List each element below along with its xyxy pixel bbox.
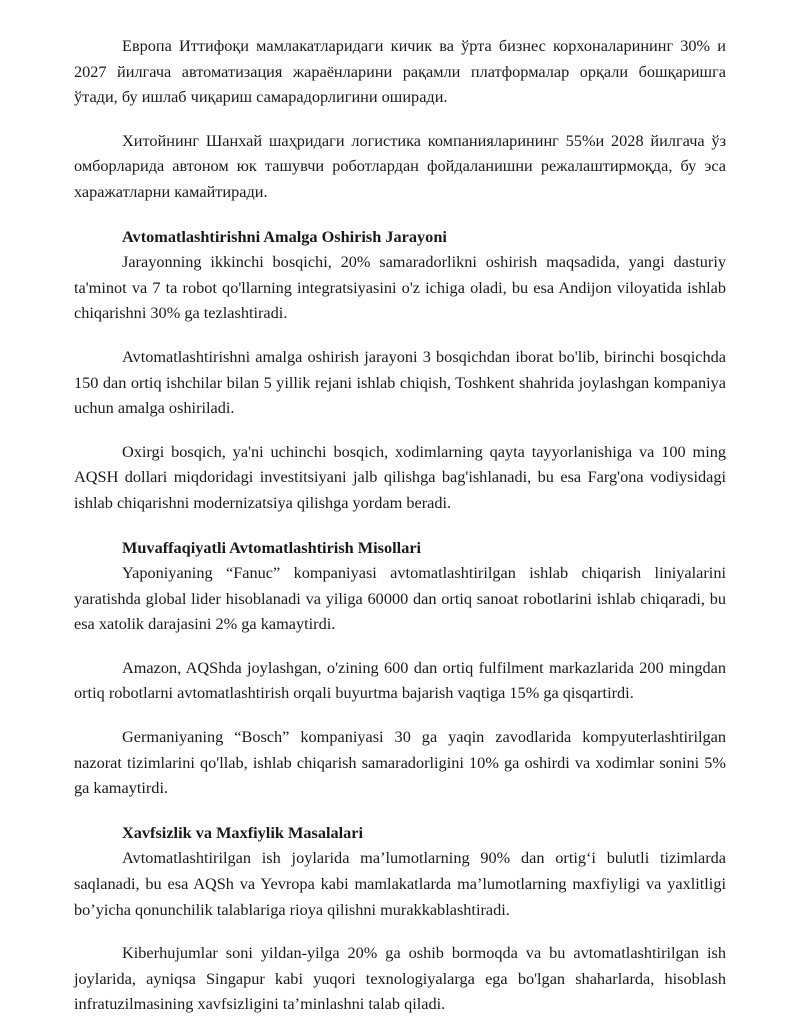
- implementation-paragraph-2: Avtomatlashtirishni amalga oshirish jarayoni 3 bosqichdan iborat bo'lib, birinchi bosqichda 150 dan ortiq ishchilar bilan 5 yillik rejani ishlab chiqish, Toshkent shahrida joylashgan kompaniya uchun amalga oshiriladi.: [74, 346, 726, 418]
- intro-paragraph-2: Хитойнинг Шанхай шаҳридаги логистика компанияларининг 55%и 2028 йилгача ўз омборларида автоном юк ташувчи роботлардан фойдаланишни режалаштирмоқда, бу эса харажатларни камайтиради.: [74, 130, 726, 201]
- intro-paragraph-1: Европа Иттифоқи мамлакатларидаги кичик ва ўрта бизнес корхоналарининг 30% и 2027 йилгача автоматизация жараёнларини рақамли платформалар орқали бошқаришга ўтади, бу ишлаб чиқариш самарадорлигини оширади.: [74, 36, 726, 107]
- section-heading-examples: Muvaffaqiyatli Avtomatlashtirish Misollari: [122, 537, 422, 557]
- implementation-paragraph-3: Oxirgi bosqich, ya'ni uchinchi bosqich, xodimlarning qayta tayyorlanishiga va 100 ming AQSH dollari miqdoridagi investitsiyani jalb qilishga bag'ishlanadi, bu esa Farg'ona vodiysidagi ishlab chiqarishni modernizatsiya qilishga yordam beradi.: [74, 441, 726, 512]
- examples-paragraph-3: Germaniyaning “Bosch” kompaniyasi 30 ga yaqin zavodlarida kompyuterlashtirilgan nazorat tizimlarini qo'llab, ishlab chiqarish samaradorligini 10% ga oshirdi va xodimlar sonini 5% ga kamaytirdi.: [74, 727, 726, 798]
- examples-paragraph-2: Amazon, AQShda joylashgan, o'zining 600 dan ortiq fulfilment markazlarida 200 mingdan ortiq robotlarni avtomatlashtirish orqali buyurtma bajarish vaqtiga 15% ga qisqartirdi.: [74, 657, 726, 703]
- implementation-paragraph-1: Jarayonning ikkinchi bosqichi, 20% samaradorlikni oshirish maqsadida, yangi dasturiy ta'minot va 7 ta robot qo'llarning integratsiyasini o'z ichiga oladi, bu esa Andijon viloyatida ishlab chiqarishni 30% ga tezlashtiradi.: [74, 252, 726, 323]
- security-paragraph-2: Kiberhujumlar soni yildan-yilga 20% ga oshib bormoqda va bu avtomatlashtirilgan ish joylarida, ayniqsa Singapur kabi yuqori texnologiyalarga ega bo'lgan shaharlarda, hisoblash infratuzilmasining xavfsizligini ta’minlashni talab qiladi.: [74, 943, 726, 1014]
- security-paragraph-1: Avtomatlashtirilgan ish joylarida ma’lumotlarning 90% dan ortig‘i bulutli tizimlarda saqlanadi, bu esa AQSh va Yevropa kabi mamlakatlarda ma’lumotlarning maxfiyligi va yaxlitligi bo’yicha qonunchilik talablariga rioya qilishni murakkablashtiradi.: [74, 848, 726, 919]
- section-heading-security: Xavfsizlik va Maxfiylik Masalalari: [122, 822, 364, 842]
- examples-paragraph-1: Yaponiyaning “Fanuc” kompaniyasi avtomatlashtirilgan ishlab chiqarish liniyalarini yaratishda global lider hisoblanadi va yiliga 60000 dan ortiq sanoat robotlarini ishlab chiqaradi, bu esa xatolik darajasini 2% ga kamaytirdi.: [74, 563, 726, 634]
- section-heading-implementation: Avtomatlashtirishni Amalga Oshirish Jarayoni: [122, 226, 447, 246]
